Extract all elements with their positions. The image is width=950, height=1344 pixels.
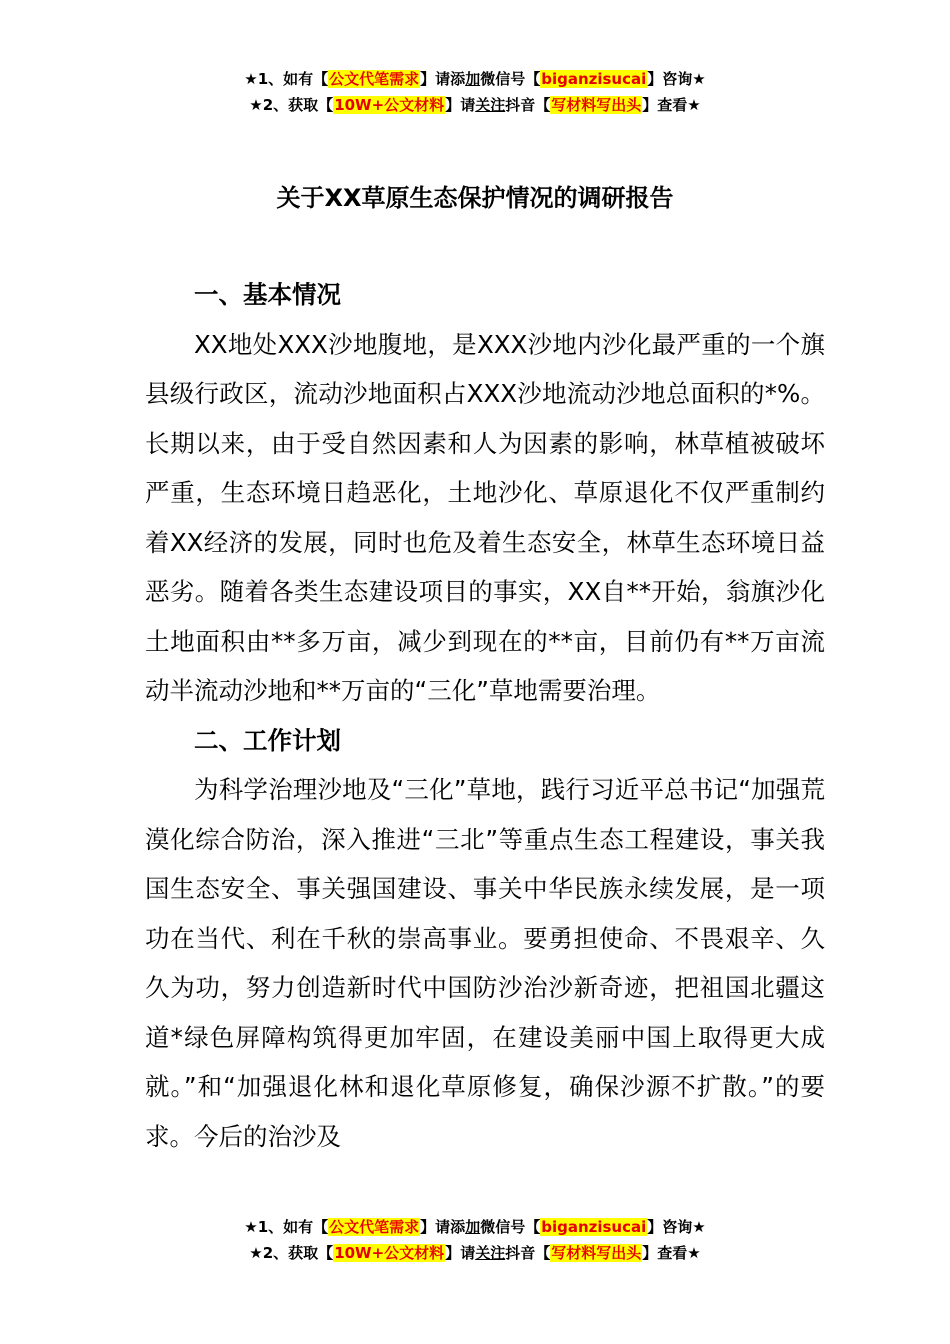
document-title: 关于XX草原生态保护情况的调研报告 bbox=[276, 184, 674, 212]
banner-text: 】查看★ bbox=[642, 96, 701, 114]
banner-highlight: 10W+公文材料 bbox=[334, 96, 445, 114]
section-paragraph-basic: XX地处XXX沙地腹地，是XXX沙地内沙化最严重的一个旗县级行政区，流动沙地面积占XXX沙地流动沙地总面积的*%。长期以来，由于受自然因素和人为因素的影响，林草植被破坏严重，生态环境日趋恶化，土地沙化、草原退化不仅严重制约着XX经济的发展，同时也危及着生态安全，林草生态环境日益恶劣。随着各类生态建设项目的事实，XX自**开始，翁旗沙化土地面积由**多万亩，减少到现在的**亩，目前仍有**万亩流动半流动沙地和**万亩的“三化”草地需要治理。 bbox=[145, 329, 825, 705]
banner-highlight: 写材料写出头 bbox=[551, 96, 642, 114]
banner-text: 】咨询★ bbox=[647, 70, 706, 88]
banner-line-2 bbox=[0, 92, 950, 118]
banner-highlight: 公文代笔需求 bbox=[329, 1218, 420, 1236]
banner-line-1 bbox=[0, 1214, 950, 1240]
banner-highlight: 10W+公文材料 bbox=[334, 1244, 445, 1262]
banner-text: 】请 bbox=[445, 96, 476, 114]
banner-text: ★1、如有【 bbox=[244, 70, 329, 88]
banner-highlight: 公文代笔需求 bbox=[329, 70, 420, 88]
banner-text: 微信号【 bbox=[480, 1218, 541, 1236]
banner-text: ★2、获取【 bbox=[249, 96, 334, 114]
banner-text: 】查看★ bbox=[642, 1244, 701, 1262]
banner-line-2 bbox=[0, 1240, 950, 1266]
banner-line-1 bbox=[0, 66, 950, 92]
banner-highlight: biganzisucai bbox=[541, 1218, 647, 1236]
banner-underline: 关注 bbox=[475, 96, 506, 114]
banner-text: ★1、如有【 bbox=[244, 1218, 329, 1236]
banner-text: 微信号【 bbox=[480, 70, 541, 88]
section-paragraph-plan: 为科学治理沙地及“三化”草地，践行习近平总书记“加强荒漠化综合防治，深入推进“三北”等重点生态工程建设，事关我国生态安全、事关强国建设、事关中华民族永续发展，是一项功在当代、利在千秋的崇高事业。要勇担使命、不畏艰辛、久久为功，努力创造新时代中国防沙治沙新奇迹，把祖国北疆这道*绿色屏障构筑得更加牢固，在建设美丽中国上取得更大成就。”和“加强退化林和退化草原修复，确保沙源不扩散。”的要求。今后的治沙及 bbox=[145, 775, 825, 1151]
banner-highlight: 写材料写出头 bbox=[551, 1244, 642, 1262]
banner-text: 】请添 bbox=[420, 70, 466, 88]
banner-underline: 加 bbox=[465, 70, 481, 88]
top-banner bbox=[0, 66, 950, 118]
document-body bbox=[145, 270, 825, 1161]
banner-text: ★2、获取【 bbox=[249, 1244, 334, 1262]
section-heading-plan: 二、工作计划 bbox=[194, 725, 341, 755]
banner-text: 抖音【 bbox=[505, 96, 551, 114]
section-heading-basic: 一、基本情况 bbox=[194, 280, 341, 309]
banner-underline: 关注 bbox=[475, 1244, 506, 1262]
banner-highlight: biganzisucai bbox=[541, 70, 647, 88]
banner-text: 】请添 bbox=[420, 1218, 466, 1236]
banner-text: 抖音【 bbox=[505, 1244, 551, 1262]
banner-text: 】请 bbox=[445, 1244, 476, 1262]
bottom-banner bbox=[0, 1214, 950, 1266]
banner-underline: 加 bbox=[465, 1218, 481, 1236]
banner-text: 】咨询★ bbox=[647, 1218, 706, 1236]
